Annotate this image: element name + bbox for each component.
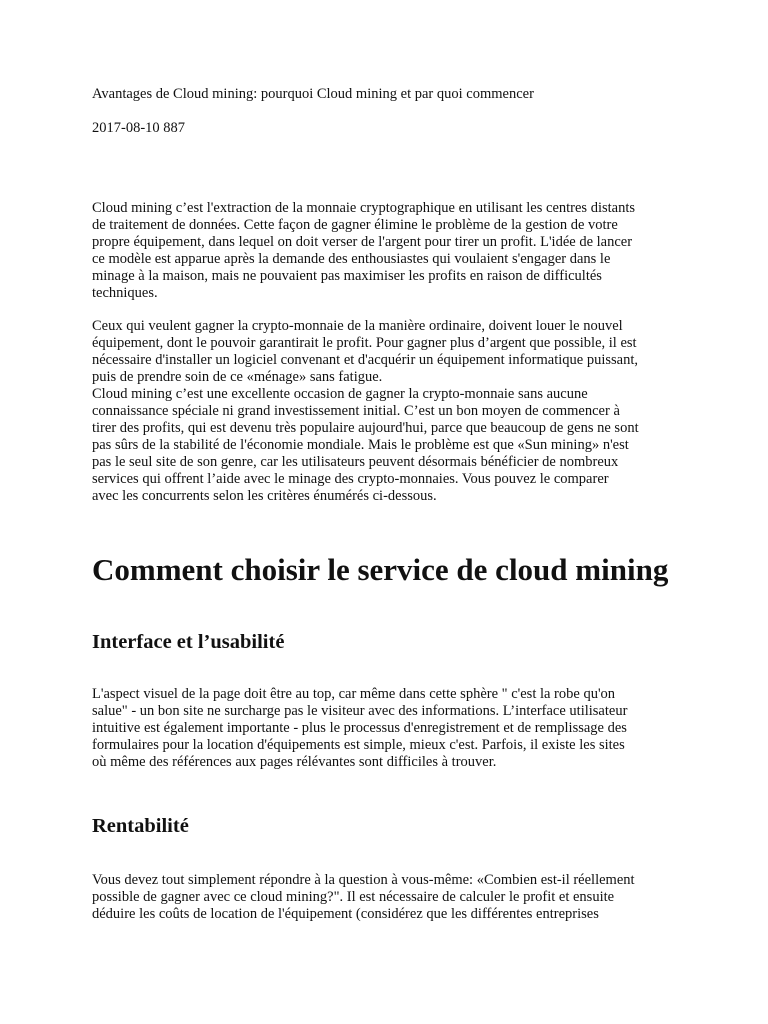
text-line: ce modèle est apparue après la demande des enthousiastes qui voulaient s'engager dans le bbox=[92, 251, 611, 267]
intro-paragraph bbox=[92, 200, 712, 302]
interface-paragraph bbox=[92, 686, 712, 771]
text-line: salue" - un bon site ne surcharge pas le visiteur avec des informations. L’interface utilisateur bbox=[92, 703, 628, 719]
text-line: connaissance spéciale ni grand investissement initial. C’est un bon moyen de commencer à bbox=[92, 403, 620, 419]
document-title-line: Avantages de Cloud mining: pourquoi Cloud mining et par quoi commencer bbox=[92, 86, 534, 102]
section-heading-interface: Interface et l’usabilité bbox=[92, 631, 285, 653]
second-paragraph bbox=[92, 318, 712, 505]
text-line: pas sûrs de la stabilité de l'économie mondiale. Mais le problème est que «Sun mining» n'est bbox=[92, 437, 629, 453]
rentabilite-paragraph bbox=[92, 872, 712, 923]
text-line: services qui offrent l’aide avec le minage des crypto-monnaies. Vous pouvez le comparer bbox=[92, 471, 609, 487]
text-line: Vous devez tout simplement répondre à la question à vous-même: «Combien est-il réellement bbox=[92, 872, 635, 888]
main-heading: Comment choisir le service de cloud mining bbox=[92, 552, 669, 587]
text-line: avec les concurrents selon les critères énumérés ci-dessous. bbox=[92, 488, 437, 504]
text-line: Cloud mining c’est une excellente occasion de gagner la crypto-monnaie sans aucune bbox=[92, 386, 588, 402]
text-line: minage à la maison, mais ne pouvaient pas maximiser les profits en raison de difficultés bbox=[92, 268, 602, 284]
text-line: déduire les coûts de location de l'équipement (considérez que les différentes entreprises bbox=[92, 906, 599, 922]
text-line: où même des références aux pages rélévantes sont difficiles à trouver. bbox=[92, 754, 497, 770]
text-line: intuitive est également importante - plus le processus d'enregistrement et de remplissage des bbox=[92, 720, 627, 736]
text-line: tirer des profits, qui est devenu très populaire aujourd'hui, parce que beaucoup de gens ne sont bbox=[92, 420, 639, 436]
text-line: Cloud mining c’est l'extraction de la monnaie cryptographique en utilisant les centres distants bbox=[92, 200, 635, 216]
text-line: de traitement de données. Cette façon de gagner élimine le problème de la gestion de votre bbox=[92, 217, 618, 233]
document-date-line: 2017-08-10 887 bbox=[92, 120, 186, 136]
text-line: propre équipement, dans lequel on doit verser de l'argent pour tirer un profit. L'idée de lancer bbox=[92, 234, 633, 250]
text-line: pas le seul site de son genre, car les utilisateurs peuvent désormais bénéficier de nombreux bbox=[92, 454, 619, 470]
section-heading-rentabilite: Rentabilité bbox=[92, 815, 189, 837]
text-line: possible de gagner avec ce cloud mining?". Il est nécessaire de calculer le profit et ensuite bbox=[92, 889, 615, 905]
text-line: techniques. bbox=[92, 285, 158, 301]
text-line: formulaires pour la location d'équipements est simple, mieux c'est. Parfois, il existe les sites bbox=[92, 737, 625, 753]
text-line: L'aspect visuel de la page doit être au top, car même dans cette sphère " c'est la robe qu'on bbox=[92, 686, 616, 702]
text-line: équipement, dont le pouvoir garantirait le profit. Pour gagner plus d’argent que possible, il est bbox=[92, 335, 637, 351]
text-line: puis de prendre soin de ce «ménage» sans fatigue. bbox=[92, 369, 383, 385]
text-line: nécessaire d'installer un logiciel convenant et d'acquérir un équipement informatique puissant, bbox=[92, 352, 638, 368]
text-line: Ceux qui veulent gagner la crypto-monnaie de la manière ordinaire, doivent louer le nouvel bbox=[92, 318, 623, 334]
